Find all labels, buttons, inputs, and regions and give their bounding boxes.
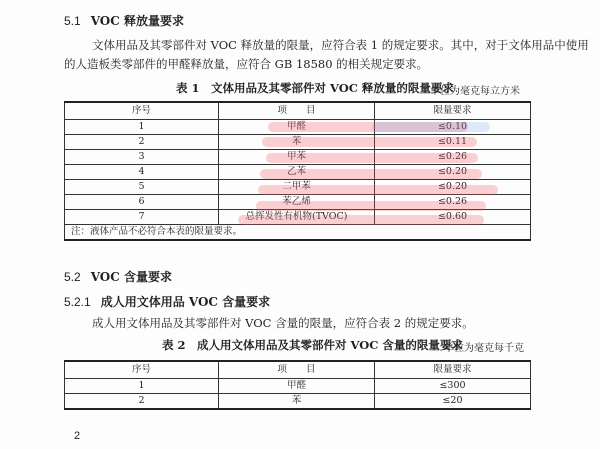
table-2-unit: 单位为毫克每千克 — [444, 343, 524, 354]
limit-value: ≤0.11 — [375, 135, 531, 150]
table-row — [65, 210, 531, 225]
section-number: 5.2.1 — [64, 295, 91, 309]
header-cell: 序号 — [65, 361, 219, 379]
limit-value: ≤0.26 — [375, 195, 531, 210]
table-row — [65, 150, 531, 165]
item-name: 甲醛 — [219, 379, 375, 394]
table-row — [65, 394, 531, 410]
row-number: 6 — [65, 195, 219, 210]
header-cell: 限量要求 — [375, 102, 531, 120]
section-title: VOC 含量要求 — [90, 270, 172, 284]
limit-value: ≤300 — [375, 379, 531, 394]
item-name: 苯 — [219, 135, 375, 150]
table-1-unit: 单位为毫克每立方米 — [430, 86, 520, 97]
item-name: 乙苯 — [219, 165, 375, 180]
section-5-1-heading — [64, 12, 184, 29]
item-name: 二甲苯 — [219, 180, 375, 195]
page-number: 2 — [74, 430, 81, 442]
row-number: 4 — [65, 165, 219, 180]
row-number: 2 — [65, 394, 219, 410]
table-note: 注：液体产品不必符合本表的限量要求。 — [65, 225, 531, 241]
limit-value: ≤0.10 — [375, 120, 531, 135]
item-name: 苯 — [219, 394, 375, 410]
header-cell: 项 目 — [219, 102, 375, 120]
item-name: 总挥发性有机物(TVOC) — [219, 210, 375, 225]
section-number: 5.2 — [64, 270, 81, 284]
paragraph-line: 文体用品及其零部件对 VOC 释放量的限量，应符合表 1 的规定要求。其中，对于文体用品中使用 — [92, 38, 589, 52]
table-row — [65, 379, 531, 394]
section-5-2-1-heading — [64, 293, 270, 310]
item-name: 甲苯 — [219, 150, 375, 165]
table-note-row — [65, 225, 531, 241]
paragraph-line: 成人用文体用品及其零部件对 VOC 含量的限量，应符合表 2 的规定要求。 — [92, 316, 474, 330]
row-number: 7 — [65, 210, 219, 225]
table-row — [65, 120, 531, 135]
voc-content-table — [64, 360, 531, 410]
section-5-2-heading — [64, 268, 172, 285]
row-number: 1 — [65, 379, 219, 394]
section-number: 5.1 — [64, 14, 81, 28]
header-cell: 限量要求 — [375, 361, 531, 379]
limit-value: ≤20 — [375, 394, 531, 410]
table-header-row — [65, 102, 531, 120]
table-row — [65, 165, 531, 180]
item-name: 甲醛 — [219, 120, 375, 135]
row-number: 3 — [65, 150, 219, 165]
section-title: VOC 释放量要求 — [90, 14, 184, 28]
table-row — [65, 135, 531, 150]
header-cell: 序号 — [65, 102, 219, 120]
table-row — [65, 195, 531, 210]
table-row — [65, 180, 531, 195]
row-number: 5 — [65, 180, 219, 195]
table-2-caption: 表 2 成人用文体用品及其零部件对 VOC 含量的限量要求 — [162, 338, 463, 352]
limit-value: ≤0.26 — [375, 150, 531, 165]
limit-value: ≤0.60 — [375, 210, 531, 225]
limit-value: ≤0.20 — [375, 165, 531, 180]
header-cell: 项 目 — [219, 361, 375, 379]
voc-release-table — [64, 101, 531, 241]
row-number: 2 — [65, 135, 219, 150]
section-title: 成人用文体用品 VOC 含量要求 — [100, 295, 271, 309]
row-number: 1 — [65, 120, 219, 135]
item-name: 苯乙烯 — [219, 195, 375, 210]
table-1-caption: 表 1 文体用品及其零部件对 VOC 释放量的限量要求 — [176, 81, 454, 95]
paragraph-line: 的人造板类零部件的甲醛释放量，应符合 GB 18580 的相关规定要求。 — [64, 57, 429, 71]
limit-value: ≤0.20 — [375, 180, 531, 195]
table-header-row — [65, 361, 531, 379]
